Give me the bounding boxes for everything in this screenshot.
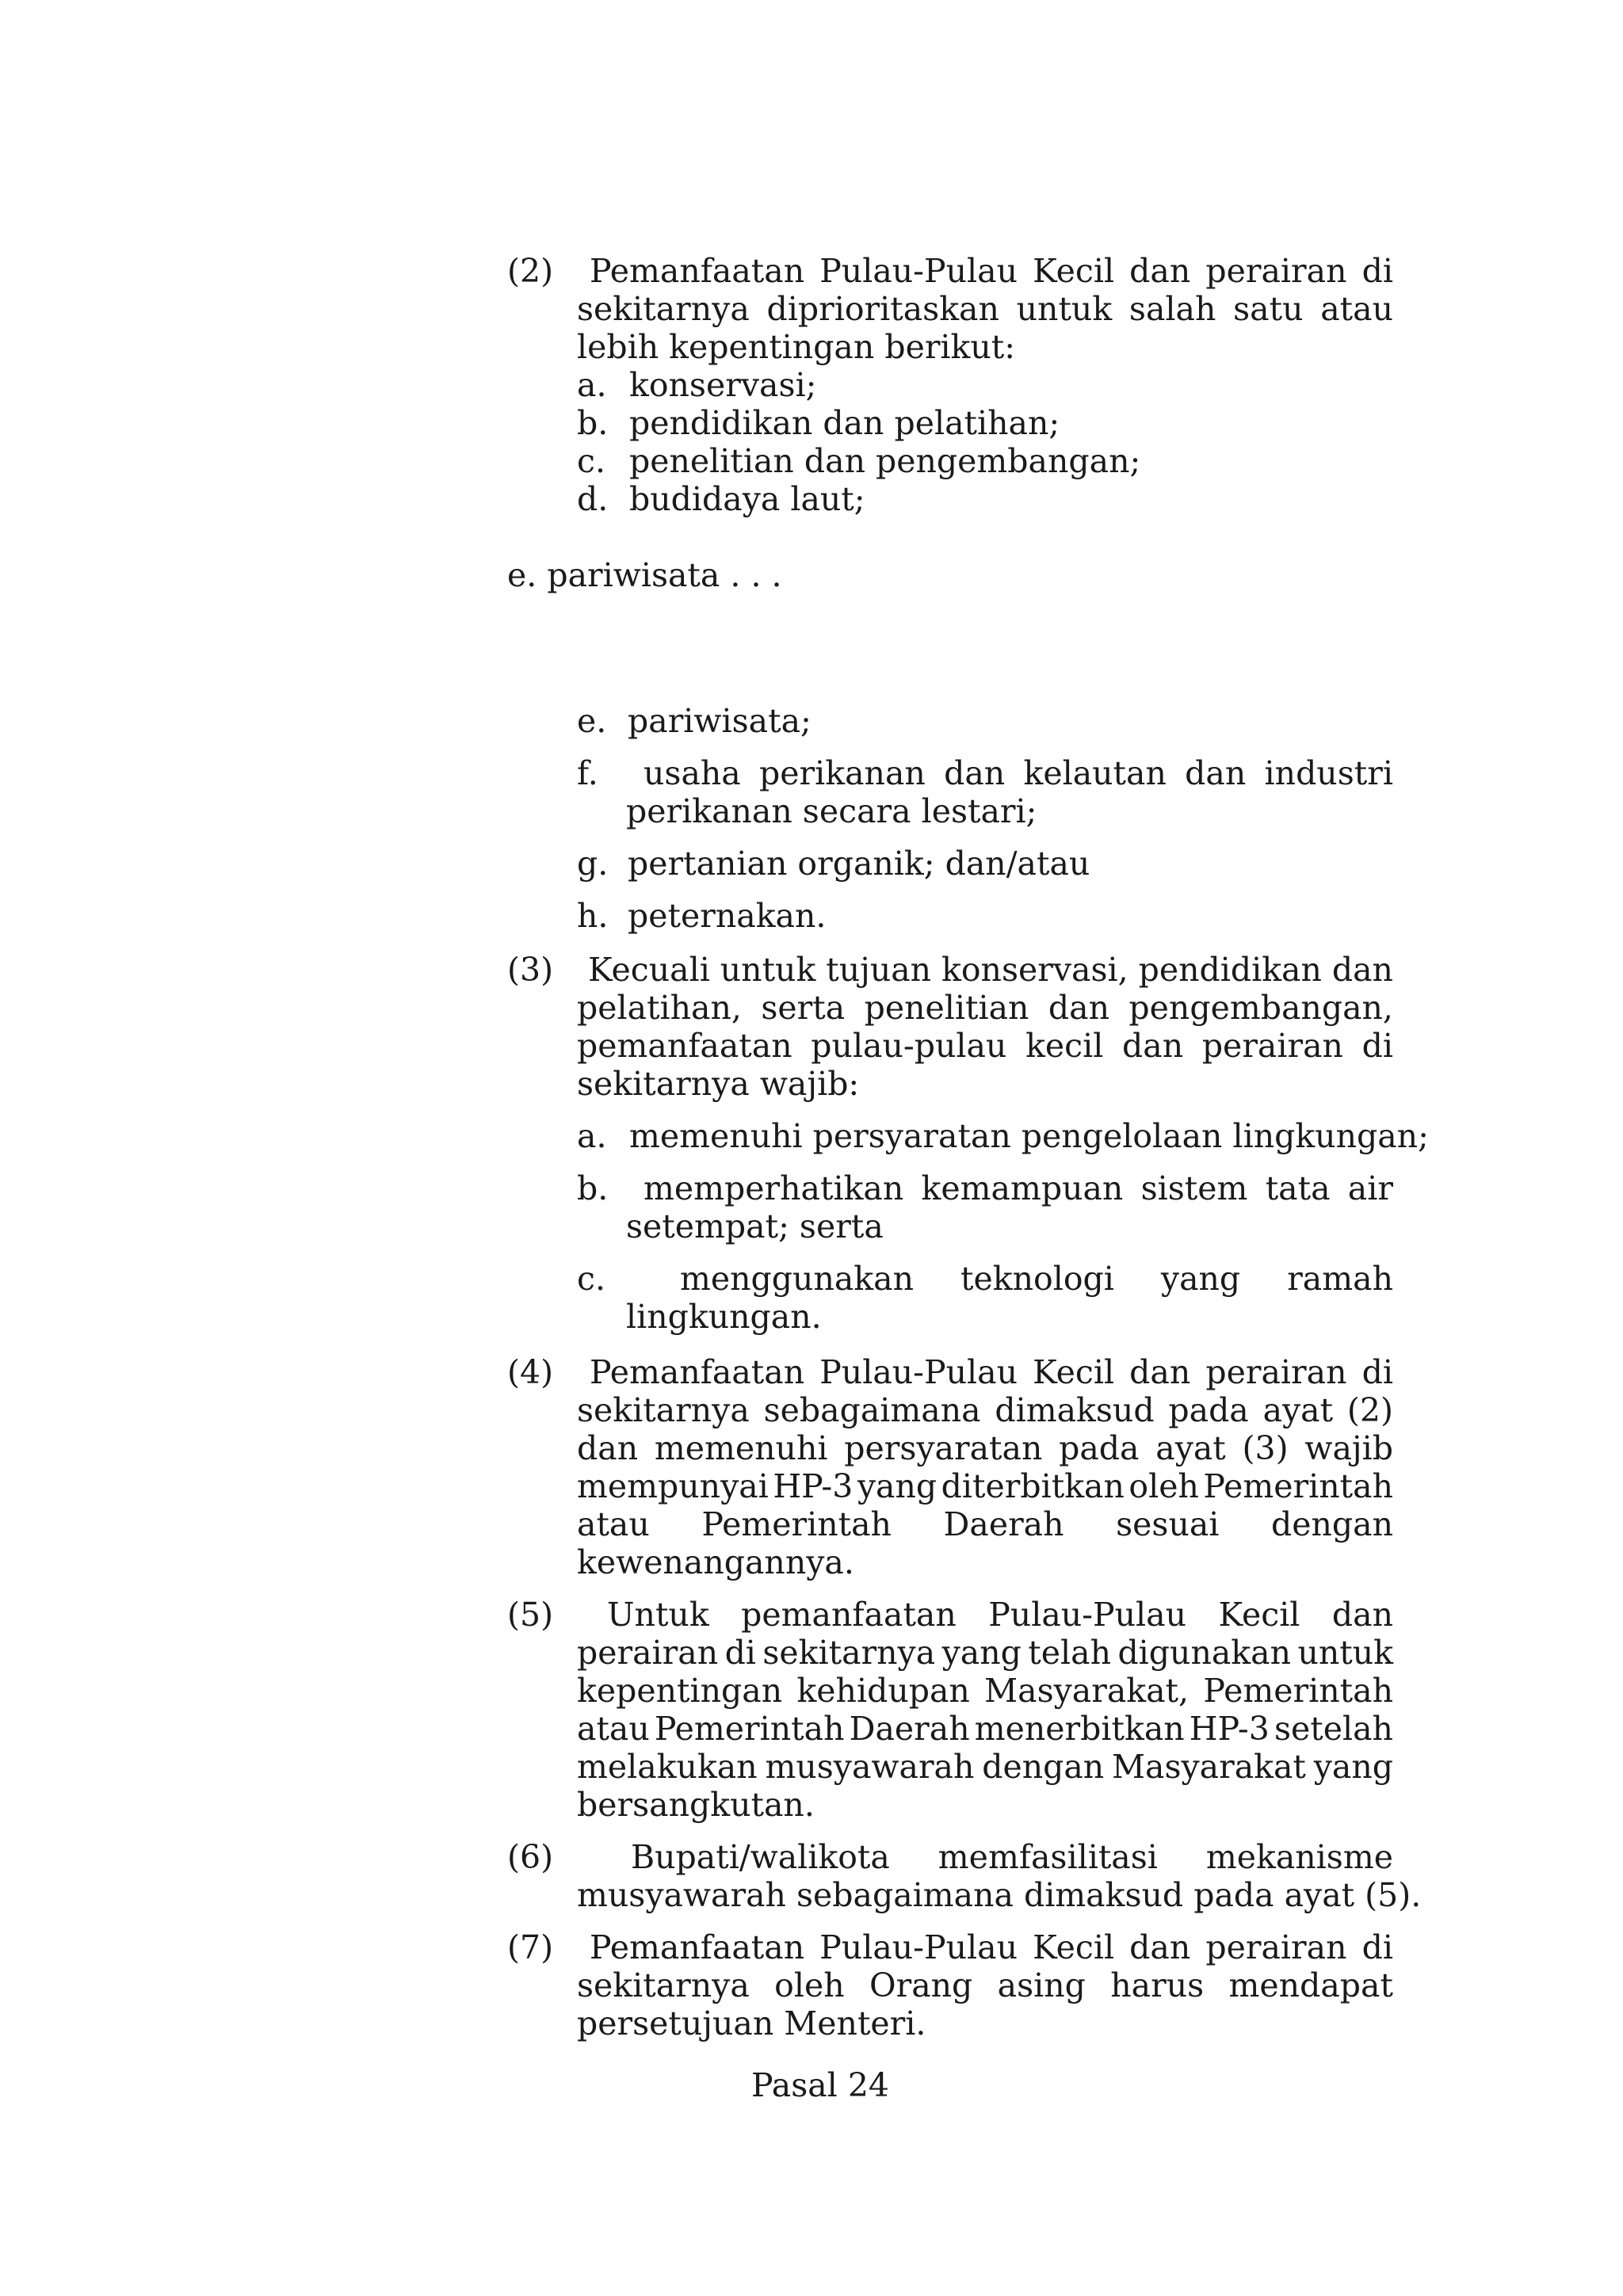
word: dan (1331, 951, 1393, 989)
word: atau (577, 1505, 650, 1543)
ayat-number: (6) (507, 1838, 554, 1876)
word: atau (577, 1710, 650, 1748)
word: persyaratan (844, 1429, 1043, 1467)
list-marker: f. (577, 754, 598, 792)
word: dengan (1270, 1505, 1393, 1543)
justified-line (577, 1748, 1393, 1786)
word: di (1361, 1928, 1393, 1966)
word: memfasilitasi (938, 1838, 1158, 1876)
word: oleh (1128, 1467, 1199, 1505)
word: melakukan (577, 1748, 758, 1786)
word: pulau-pulau (811, 1027, 1007, 1065)
word: memenuhi (654, 1429, 828, 1467)
word: dan (1048, 989, 1109, 1027)
word: pengembangan, (1128, 989, 1393, 1027)
word: Kecil (1033, 252, 1115, 290)
word: dan (1129, 1928, 1191, 1966)
justified-line (590, 252, 1393, 290)
word: dan (1122, 1027, 1184, 1065)
word: dan (577, 1429, 639, 1467)
justified-line (577, 1391, 1393, 1429)
word: memperhatikan (643, 1169, 904, 1207)
word: ayat (1155, 1429, 1226, 1467)
word: yang (941, 1634, 1022, 1672)
word: telah (1028, 1634, 1111, 1672)
ayat-number: (4) (507, 1353, 554, 1391)
word: yang (857, 1467, 938, 1505)
list-text: konservasi; (629, 366, 817, 404)
paragraph-line: lebih kepentingan berikut: (577, 328, 1016, 366)
word: di (724, 1634, 756, 1672)
word: Pemanfaatan (590, 1353, 805, 1391)
word: Pemerintah (701, 1505, 892, 1543)
word: Pemanfaatan (590, 1928, 805, 1966)
word: sekitarnya (577, 1391, 750, 1429)
word: diprioritaskan (766, 290, 999, 328)
word: Pulau-Pulau (988, 1596, 1186, 1634)
word: atau (1320, 290, 1393, 328)
word: Masyarakat, (984, 1672, 1190, 1710)
word: untuk (720, 951, 816, 989)
justified-line (577, 1429, 1393, 1467)
ayat-number: (3) (507, 951, 554, 989)
word: (2) (1346, 1391, 1393, 1429)
word: yang (1160, 1260, 1241, 1298)
word: diterbitkan (941, 1467, 1125, 1505)
word: kepentingan (577, 1672, 783, 1710)
list-text: lingkungan. (626, 1298, 822, 1336)
page-catchword: e. pariwisata . . . (507, 556, 782, 594)
word: perairan (1201, 1027, 1343, 1065)
word: sekitarnya (577, 1966, 750, 2004)
word: Pemerintah (654, 1710, 845, 1748)
word: mekanisme (1205, 1838, 1393, 1876)
word: Pemerintah (1203, 1467, 1393, 1505)
word: wajib (1304, 1429, 1393, 1467)
word: teknologi (960, 1260, 1114, 1298)
word: mempunyai (577, 1467, 769, 1505)
word: pemanfaatan (577, 1027, 792, 1065)
word: Pulau-Pulau (819, 1928, 1018, 1966)
justified-line (577, 1710, 1393, 1748)
word: sebagaimana (763, 1391, 981, 1429)
list-text: pendidikan dan pelatihan; (629, 404, 1060, 442)
word: HP-3 (1189, 1710, 1270, 1748)
list-marker: a. (577, 1117, 607, 1155)
word: perairan (1205, 1928, 1347, 1966)
word: ayat (1262, 1391, 1334, 1429)
word: perairan (1205, 1353, 1347, 1391)
paragraph-line: persetujuan Menteri. (577, 2004, 926, 2042)
paragraph-line: musyawarah sebagaimana dimaksud pada ayat (5). (577, 1876, 1422, 1914)
ayat-number: (2) (507, 252, 554, 290)
word: mendapat (1228, 1966, 1393, 2004)
word: sekitarnya (577, 290, 750, 328)
word: perairan (1205, 252, 1347, 290)
justified-line (577, 1027, 1393, 1065)
word: ramah (1287, 1260, 1393, 1298)
word: konservasi, (941, 951, 1128, 989)
word: industri (1264, 754, 1393, 792)
word: Daerah (943, 1505, 1064, 1543)
word: Kecuali (588, 951, 710, 989)
justified-line (643, 754, 1393, 792)
word: setelah (1274, 1710, 1393, 1748)
word: kehidupan (796, 1672, 970, 1710)
list-text: penelitian dan pengembangan; (629, 442, 1141, 480)
list-marker: c. (577, 442, 605, 480)
word: untuk (1016, 290, 1113, 328)
justified-line (588, 951, 1393, 989)
list-marker: h. (577, 897, 609, 935)
word: usaha (643, 754, 741, 792)
word: salah (1128, 290, 1216, 328)
justified-line (631, 1838, 1393, 1876)
list-marker: e. (577, 702, 607, 740)
justified-line (643, 1169, 1393, 1207)
word: penelitian (864, 989, 1029, 1027)
word: pelatihan, (577, 989, 742, 1027)
word: Pemerintah (1203, 1672, 1393, 1710)
word: Pulau-Pulau (819, 252, 1018, 290)
word: Pemanfaatan (590, 252, 805, 290)
justified-line (607, 1596, 1393, 1634)
word: tujuan (826, 951, 932, 989)
list-marker: d. (577, 480, 609, 518)
paragraph-line: bersangkutan. (577, 1786, 815, 1824)
word: tata (1265, 1169, 1331, 1207)
word: menggunakan (680, 1260, 914, 1298)
word: Kecil (1218, 1596, 1300, 1634)
word: perikanan (759, 754, 926, 792)
word: satu (1233, 290, 1304, 328)
justified-line (577, 1966, 1393, 2004)
paragraph-line: kewenangannya. (577, 1543, 854, 1581)
word: perairan (577, 1634, 719, 1672)
word: pada (1059, 1429, 1140, 1467)
word: untuk (1297, 1634, 1393, 1672)
word: Daerah (849, 1710, 970, 1748)
word: dimaksud (995, 1391, 1155, 1429)
word: dan (944, 754, 1006, 792)
list-text: pariwisata; (628, 702, 812, 740)
word: digunakan (1117, 1634, 1291, 1672)
word: dan (1129, 1353, 1191, 1391)
word: asing (997, 1966, 1086, 2004)
word: pendidikan (1138, 951, 1322, 989)
justified-line (590, 1928, 1393, 1966)
word: di (1361, 1353, 1393, 1391)
paragraph-line: sekitarnya wajib: (577, 1065, 860, 1103)
word: Kecil (1033, 1353, 1115, 1391)
word: Orang (869, 1966, 973, 2004)
list-marker: c. (577, 1260, 605, 1298)
justified-line (577, 1672, 1393, 1710)
word: kecil (1025, 1027, 1104, 1065)
list-text: pertanian organik; dan/atau (628, 845, 1090, 883)
justified-line (577, 989, 1393, 1027)
word: kelautan (1023, 754, 1167, 792)
word: menerbitkan (974, 1710, 1185, 1748)
article-heading: Pasal 24 (751, 2066, 889, 2104)
justified-line (680, 1260, 1393, 1298)
word: musyawarah (765, 1748, 975, 1786)
word: pemanfaatan (741, 1596, 957, 1634)
word: Kecil (1033, 1928, 1115, 1966)
list-marker: b. (577, 404, 609, 442)
word: air (1347, 1169, 1393, 1207)
word: Pulau-Pulau (819, 1353, 1018, 1391)
word: yang (1313, 1748, 1393, 1786)
word: harus (1110, 1966, 1205, 2004)
justified-line (577, 1505, 1393, 1543)
word: Masyarakat (1112, 1748, 1306, 1786)
list-marker: b. (577, 1169, 609, 1207)
word: (3) (1242, 1429, 1289, 1467)
list-text: peternakan. (628, 897, 827, 935)
word: Bupati/walikota (631, 1838, 890, 1876)
word: dengan (982, 1748, 1105, 1786)
word: di (1361, 1027, 1393, 1065)
justified-line (577, 1467, 1393, 1505)
justified-line (577, 1634, 1393, 1672)
list-text: perikanan secara lestari; (626, 792, 1037, 830)
list-marker: a. (577, 366, 607, 404)
word: HP-3 (773, 1467, 854, 1505)
word: dan (1129, 252, 1191, 290)
word: dan (1185, 754, 1247, 792)
word: serta (761, 989, 846, 1027)
word: pada (1168, 1391, 1249, 1429)
word: dan (1331, 1596, 1393, 1634)
ayat-number: (7) (507, 1928, 554, 1966)
ayat-number: (5) (507, 1596, 554, 1634)
word: sesuai (1116, 1505, 1220, 1543)
list-text: setempat; serta (626, 1207, 884, 1245)
word: sekitarnya (762, 1634, 936, 1672)
list-marker: g. (577, 845, 609, 883)
word: di (1361, 252, 1393, 290)
word: oleh (774, 1966, 845, 2004)
justified-line (577, 290, 1393, 328)
word: kemampuan (921, 1169, 1124, 1207)
list-text: budidaya laut; (629, 480, 865, 518)
word: Untuk (607, 1596, 709, 1634)
list-text: memenuhi persyaratan pengelolaan lingkungan; (629, 1117, 1429, 1155)
word: sistem (1140, 1169, 1248, 1207)
justified-line (590, 1353, 1393, 1391)
